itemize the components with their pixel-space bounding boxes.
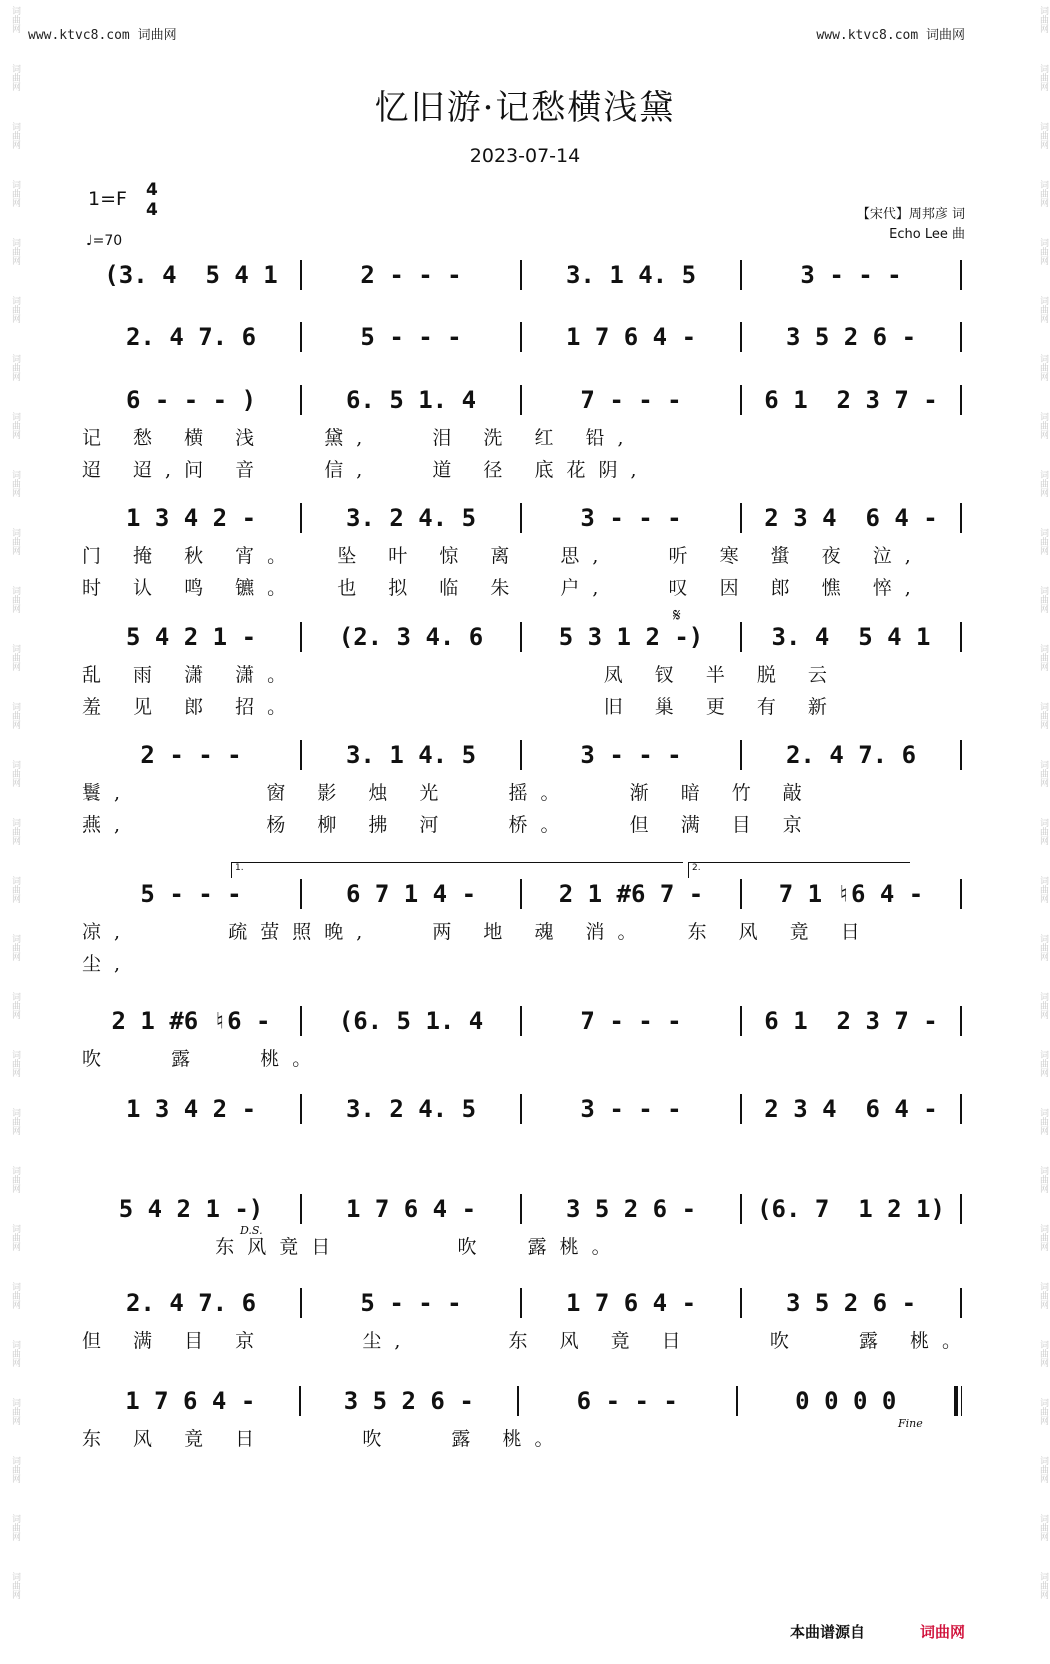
side-watermark-text: 词曲网 — [10, 528, 20, 555]
measure: 3 5 2 6 - — [785, 1289, 917, 1317]
key-signature: 1=F — [88, 188, 127, 210]
side-watermark-text: 词曲网 — [10, 992, 20, 1019]
barline — [960, 322, 962, 352]
lyric-line: 鬟, 窗 影 烛 光 摇。 渐 暗 竹 敲 — [82, 782, 815, 804]
measure: 1 7 6 4 - — [345, 1195, 477, 1223]
side-watermark-text: 词曲网 — [10, 818, 20, 845]
side-watermark-text: 词曲网 — [1038, 412, 1048, 439]
lyric-line: 羞 见 郎 招。 旧 巢 更 有 新 — [82, 696, 840, 718]
tempo-marking: ♩=70 — [86, 233, 123, 249]
side-watermark-text: 词曲网 — [10, 296, 20, 323]
measure: 1 7 6 4 - — [565, 1289, 697, 1317]
time-signature — [146, 180, 158, 220]
measure: 3. 1 4. 5 — [345, 741, 477, 769]
side-watermark-text: 词曲网 — [10, 412, 20, 439]
side-watermark-text: 词曲网 — [10, 644, 20, 671]
lyric-line: 但 满 目 京 尘, 东 风 竟 日 吹 露 桃。 — [82, 1330, 974, 1352]
site-url-left[interactable]: www.ktvc8.com 词曲网 — [28, 28, 177, 43]
side-watermark-text: 词曲网 — [1038, 760, 1048, 787]
meter-bottom: 4 — [146, 200, 158, 220]
side-watermark-text: 词曲网 — [10, 702, 20, 729]
side-watermark-text: 词曲网 — [10, 586, 20, 613]
barline — [960, 503, 962, 533]
measure: (3. 4 5 4 1 — [104, 261, 278, 289]
lyric-line: 东风竟日 吹 露桃。 — [82, 1236, 624, 1258]
measure: 7 - - - — [580, 1007, 682, 1035]
notation-line — [82, 385, 962, 415]
measure: 1 7 6 4 - — [125, 1387, 256, 1415]
measure: 1 7 6 4 - — [565, 323, 697, 351]
lyric-line: 门 掩 秋 宵。 坠 叶 惊 离 思, 听 寒 螀 夜 泣, — [82, 545, 924, 567]
notation-line — [82, 1006, 962, 1036]
measure: 2 3 4 6 4 - — [764, 504, 938, 532]
side-watermark-text: 词曲网 — [1038, 1282, 1048, 1309]
lyric-line: 迢 迢,问 音 信, 道 径 底花阴, — [82, 459, 650, 481]
side-watermark-text: 词曲网 — [10, 1166, 20, 1193]
measure: 6 - - - ) — [125, 386, 257, 414]
side-watermark-text: 词曲网 — [1038, 934, 1048, 961]
side-watermark-text: 词曲网 — [1038, 876, 1048, 903]
side-watermark-text: 词曲网 — [10, 470, 20, 497]
measure: 1 3 4 2 - — [125, 1095, 257, 1123]
side-watermark-text: 词曲网 — [1038, 1456, 1048, 1483]
footer-brand-link[interactable]: 词曲网 — [919, 1623, 965, 1641]
side-watermark-text: 词曲网 — [1038, 528, 1048, 555]
song-title: 忆旧游·记愁横浅黛 — [374, 88, 676, 128]
notation-line — [82, 1194, 962, 1224]
side-watermark-text: 词曲网 — [10, 6, 20, 33]
side-watermark-text: 词曲网 — [1038, 1224, 1048, 1251]
side-watermark-text: 词曲网 — [10, 180, 20, 207]
side-watermark-text: 词曲网 — [1038, 354, 1048, 381]
volta-first-ending: 1. — [231, 862, 683, 878]
measure: 3 - - - — [800, 261, 902, 289]
measure: 5 - - - — [140, 880, 242, 908]
measure: 2 - - - — [360, 261, 462, 289]
side-watermark-text: 词曲网 — [1038, 1050, 1048, 1077]
lyric-line: 时 认 鸣 镳。 也 拟 临 朱 户, 叹 因 郎 憔 悴, — [82, 577, 924, 599]
barline — [960, 260, 962, 290]
side-watermark-text: 词曲网 — [1038, 1572, 1048, 1599]
measure: 6 7 1 4 - — [345, 880, 477, 908]
side-watermark-text: 词曲网 — [1038, 1340, 1048, 1367]
measure: 3. 1 4. 5 — [565, 261, 697, 289]
site-url-right[interactable]: www.ktvc8.com 词曲网 — [816, 28, 965, 43]
segno-sign: 𝄋 — [673, 605, 681, 626]
measure: 2. 4 7. 6 — [125, 1289, 257, 1317]
barline — [960, 1006, 962, 1036]
side-watermark-text: 词曲网 — [10, 122, 20, 149]
lyric-line: 燕, 杨 柳 拂 河 桥。 但 满 目 京 — [82, 814, 815, 836]
side-watermark-text: 词曲网 — [1038, 992, 1048, 1019]
measure: 3. 2 4. 5 — [345, 1095, 477, 1123]
measure: 6 1 2 3 7 - — [764, 386, 938, 414]
side-watermark-text: 词曲网 — [1038, 818, 1048, 845]
notation-line — [82, 1094, 962, 1124]
measure: (2. 3 4. 6 — [338, 623, 484, 651]
measure: 3. 4 5 4 1 — [771, 623, 931, 651]
side-watermark-text: 词曲网 — [10, 1282, 20, 1309]
barline — [960, 622, 962, 652]
side-watermark-text: 词曲网 — [10, 934, 20, 961]
notation-line — [82, 322, 962, 352]
measure: 3. 2 4. 5 — [345, 504, 477, 532]
side-watermark-text: 词曲网 — [1038, 1166, 1048, 1193]
measure: 2. 4 7. 6 — [785, 741, 917, 769]
side-watermark-text: 词曲网 — [10, 354, 20, 381]
measure: 3 - - - — [580, 504, 682, 532]
volta-second-ending: 2. — [688, 862, 910, 878]
side-watermark-text: 词曲网 — [10, 1340, 20, 1367]
lyric-line: 乱 雨 潇 潇。 凤 钗 半 脱 云 — [82, 664, 840, 686]
barline — [960, 879, 962, 909]
measure: 1 3 4 2 - — [125, 504, 257, 532]
side-watermark-text: 词曲网 — [10, 1572, 20, 1599]
measure: 5 - - - — [360, 1289, 462, 1317]
side-watermark-text: 词曲网 — [10, 1514, 20, 1541]
notation-line — [82, 740, 962, 770]
final-barline — [954, 1386, 962, 1416]
side-watermark-text: 词曲网 — [10, 64, 20, 91]
side-watermark-text: 词曲网 — [1038, 238, 1048, 265]
footer-source-label: 本曲谱源自 — [790, 1623, 866, 1641]
measure: 2 3 4 6 4 - — [764, 1095, 938, 1123]
side-watermark-text: 词曲网 — [10, 238, 20, 265]
side-watermark-text: 词曲网 — [10, 1050, 20, 1077]
side-watermark-text: 词曲网 — [1038, 122, 1048, 149]
barline — [960, 1194, 962, 1224]
notation-line — [82, 503, 962, 533]
side-watermark-text: 词曲网 — [10, 1108, 20, 1135]
side-watermark-text: 词曲网 — [1038, 296, 1048, 323]
measure: 2 1 #6 ♮6 - — [111, 1007, 271, 1035]
measure: 2. 4 7. 6 — [125, 323, 257, 351]
measure: 5 3 1 2 -) — [558, 623, 704, 651]
measure: 6 1 2 3 7 - — [764, 1007, 938, 1035]
measure: 2 1 #6 7 - — [558, 880, 704, 908]
measure: 5 4 2 1 - — [125, 623, 257, 651]
measure: 3 5 2 6 - — [565, 1195, 697, 1223]
lyric-line: 尘, — [82, 953, 134, 975]
notation-line — [82, 1386, 962, 1416]
lyric-line: 凉, 疏萤照晚, 两 地 魂 消。 东 风 竟 日 — [82, 921, 873, 943]
side-watermark-text: 词曲网 — [10, 876, 20, 903]
barline — [960, 740, 962, 770]
meter-top: 4 — [146, 180, 158, 200]
song-date: 2023-07-14 — [469, 145, 581, 167]
side-watermark-text: 词曲网 — [1038, 1108, 1048, 1135]
side-watermark-text: 词曲网 — [1038, 1398, 1048, 1425]
measure: 3 - - - — [580, 741, 682, 769]
measure: 5 4 2 1 -) — [118, 1195, 264, 1223]
measure: 5 - - - — [360, 323, 462, 351]
measure: 6 - - - — [576, 1387, 678, 1415]
side-watermark-text: 词曲网 — [1038, 702, 1048, 729]
measure: 7 1 ♮6 4 - — [778, 880, 924, 908]
measure: (6. 7 1 2 1) — [757, 1195, 945, 1223]
notation-line — [82, 879, 962, 909]
side-watermark-text: 词曲网 — [1038, 1514, 1048, 1541]
side-watermark-text: 词曲网 — [1038, 470, 1048, 497]
measure: 6. 5 1. 4 — [345, 386, 477, 414]
side-watermark-text: 词曲网 — [1038, 644, 1048, 671]
side-watermark-text: 词曲网 — [1038, 180, 1048, 207]
notation-line — [82, 1288, 962, 1318]
side-watermark-text: 词曲网 — [10, 1224, 20, 1251]
measure: 2 - - - — [140, 741, 242, 769]
lyric-line: 记 愁 横 浅 黛, 泪 洗 红 铅, — [82, 427, 637, 449]
notation-line — [82, 622, 962, 652]
composer-credit: Echo Lee 曲 — [889, 227, 965, 242]
measure: (6. 5 1. 4 — [338, 1007, 484, 1035]
measure: 0 0 0 0 — [795, 1387, 897, 1415]
measure: 3 5 2 6 - — [785, 323, 917, 351]
fine-mark: Fine — [898, 1417, 923, 1430]
lyricist-credit: 【宋代】周邦彦 词 — [856, 207, 965, 222]
side-watermark-text: 词曲网 — [1038, 586, 1048, 613]
side-watermark-text: 词曲网 — [1038, 64, 1048, 91]
ds-mark: D.S. — [240, 1224, 263, 1237]
measure: 3 - - - — [580, 1095, 682, 1123]
left-watermark-strip — [0, 0, 22, 1664]
notation-line — [82, 260, 962, 290]
barline — [960, 1288, 962, 1318]
barline — [960, 1094, 962, 1124]
measure: 3 5 2 6 - — [343, 1387, 474, 1415]
side-watermark-text: 词曲网 — [10, 760, 20, 787]
side-watermark-text: 词曲网 — [1038, 6, 1048, 33]
lyric-line: 东 风 竟 日 吹 露 桃。 — [82, 1428, 567, 1450]
side-watermark-text: 词曲网 — [10, 1398, 20, 1425]
lyric-line: 吹 露 桃。 — [82, 1048, 325, 1070]
measure: 7 - - - — [580, 386, 682, 414]
side-watermark-text: 词曲网 — [10, 1456, 20, 1483]
barline — [960, 385, 962, 415]
right-watermark-strip — [1028, 0, 1050, 1664]
